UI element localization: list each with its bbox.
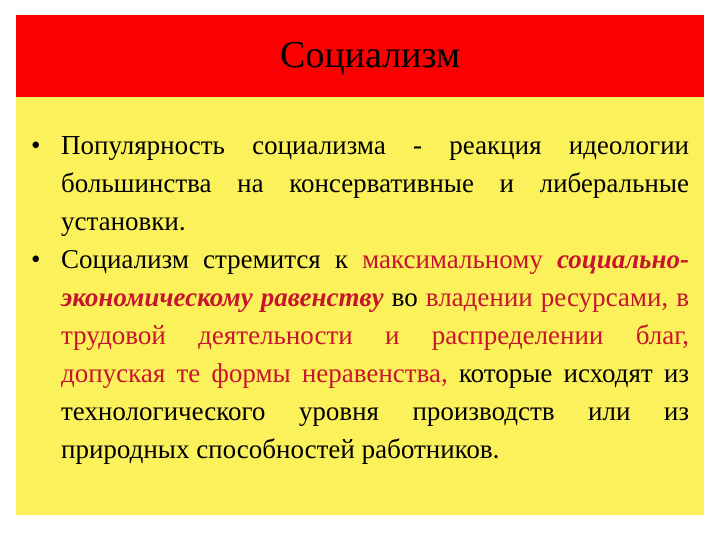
highlight-text: владении ресурсами, в трудовой деятельности и распределении благ, допуская те формы неравенства, [61,282,689,388]
bullet-item-2 [24,240,689,468]
highlight-text: максимальному [362,244,543,274]
bullet-text-plain: Социализм стремится к [61,244,363,274]
slide-title: Социализм [279,34,461,76]
bullet-icon: • [31,130,41,160]
bullet-text-plain: во [383,282,426,312]
bullet-text-plain: которые исходят из технологического уровня производств или из природных способностей работников. [61,358,689,464]
bullet-text: Популярность социализма - реакция идеологии большинства на консервативные и либеральные установки. [61,130,689,236]
bullet-item-1 [24,126,689,240]
bullet-list [24,126,689,468]
bullet-icon: • [31,244,41,274]
emphasis-text: социально-экономическому равенству [61,244,689,312]
bullet-text-space [543,244,557,274]
slide [16,15,704,515]
title-bar [16,15,704,97]
